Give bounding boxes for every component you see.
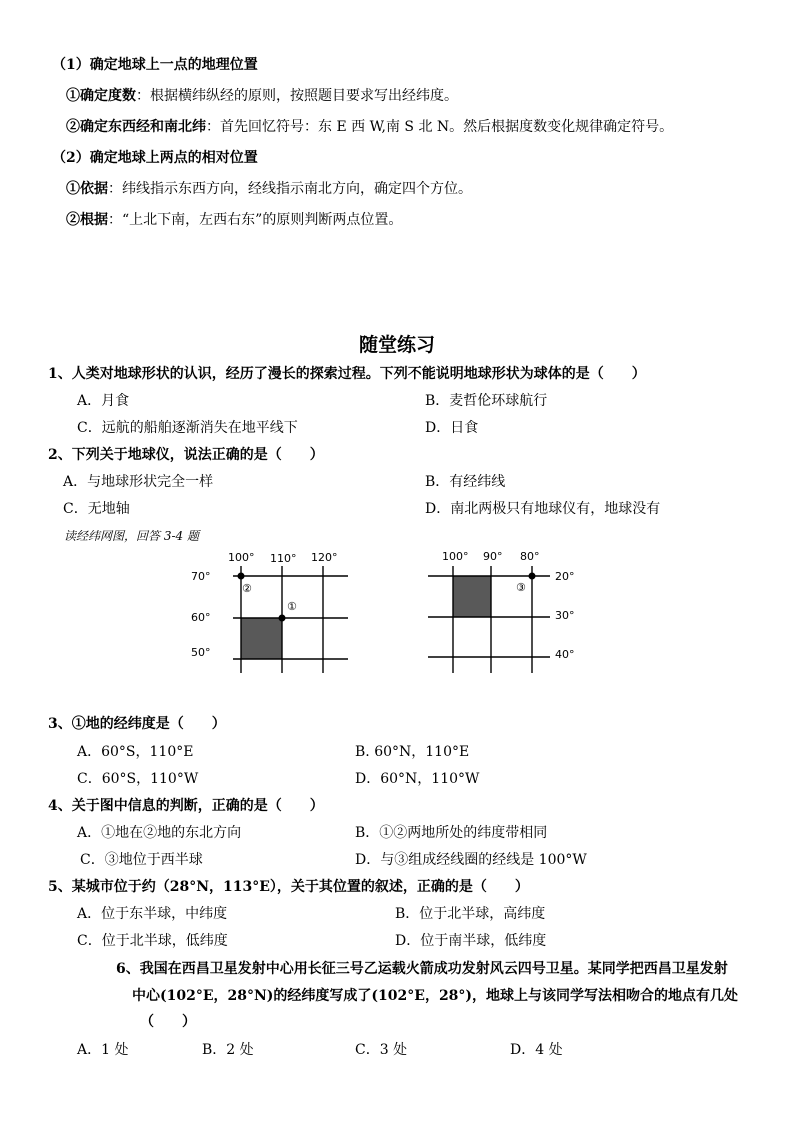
summary-item	[66, 118, 673, 136]
q1-option-d: D．日食	[425, 420, 479, 436]
summary-item-text: ：首先回忆符号：东 E 西 W,南 S 北 N。然后根据度数变化规律确定符号。	[206, 119, 674, 135]
summary-item-label: ①依据	[66, 181, 108, 197]
summary-item	[66, 180, 472, 198]
lon-label: 80°	[520, 550, 540, 563]
q2-option-b: B．有经纬线	[425, 474, 506, 490]
q1-option-a: A．月食	[77, 393, 130, 409]
q6-option-a: A．1 处	[77, 1042, 129, 1058]
lat-label: 50°	[191, 646, 211, 659]
summary-item-text: ：纬线指示东西方向，经线指示南北方向，确定四个方位。	[108, 181, 472, 197]
q3-option-b: B. 60°N，110°E	[355, 744, 470, 760]
shaded-area	[453, 576, 491, 617]
graticule-map-right	[420, 545, 600, 680]
summary-item	[66, 211, 402, 229]
lat-label: 20°	[555, 570, 575, 583]
point-2-marker	[238, 573, 245, 580]
section-1-title: （1）确定地球上一点的地理位置	[52, 57, 258, 73]
lon-label: 110°	[270, 552, 297, 565]
question-3-stem: 3、①地的经纬度是（ ）	[48, 716, 226, 732]
q5-option-d: D．位于南半球，低纬度	[395, 933, 547, 949]
question-2-stem: 2、下列关于地球仪，说法正确的是（ ）	[48, 447, 324, 463]
q5-option-a: A．位于东半球，中纬度	[77, 906, 228, 922]
section-2-title: （2）确定地球上两点的相对位置	[52, 150, 258, 166]
lon-label: 90°	[483, 550, 503, 563]
q2-option-a: A．与地球形状完全一样	[63, 474, 214, 490]
q6-option-b: B．2 处	[202, 1042, 254, 1058]
summary-item	[66, 87, 458, 105]
practice-title: 随堂练习	[358, 334, 435, 356]
q4-option-d: D．与③组成经线圈的经线是 100°W	[355, 852, 587, 868]
q6-option-c: C．3 处	[355, 1042, 408, 1058]
q2-option-c: C．无地轴	[63, 501, 130, 517]
question-1-stem: 1、人类对地球形状的认识，经历了漫长的探索过程。下列不能说明地球形状为球体的是（ ）	[48, 366, 646, 382]
lon-label: 120°	[311, 551, 338, 564]
q1-option-b: B．麦哲伦环球航行	[425, 393, 548, 409]
q2-option-d: D．南北两极只有地球仪有，地球没有	[425, 501, 661, 517]
lat-label: 30°	[555, 609, 575, 622]
point-3-marker	[529, 573, 536, 580]
question-4-stem: 4、关于图中信息的判断，正确的是（ ）	[48, 798, 324, 814]
point-3-label: ③	[516, 581, 526, 594]
q1-option-c: C．远航的船舶逐渐消失在地平线下	[77, 420, 298, 436]
graticule-map-left	[180, 545, 360, 680]
q6-option-d: D．4 处	[510, 1042, 563, 1058]
question-6-line-1: 6、我国在西昌卫星发射中心用长征三号乙运载火箭成功发射风云四号卫星。某同学把西昌卫星发射	[116, 961, 728, 977]
question-6-line-3: （ ）	[140, 1014, 196, 1030]
q5-option-b: B．位于北半球，高纬度	[395, 906, 546, 922]
q4-option-a: A．①地在②地的东北方向	[77, 825, 242, 841]
q5-option-c: C．位于北半球，低纬度	[77, 933, 228, 949]
q3-option-a: A．60°S，110°E	[77, 744, 194, 760]
point-1-label: ①	[287, 600, 297, 613]
question-5-stem: 5、某城市位于约（28°N，113°E），关于其位置的叙述，正确的是（ ）	[48, 879, 529, 895]
question-6-line-2: 中心(102°E，28°N)的经纬度写成了(102°E，28°)，地球上与该同学写法相吻合的地点有几处	[132, 988, 739, 1004]
lat-label: 40°	[555, 648, 575, 661]
q4-option-b: B．①②两地所处的纬度带相同	[355, 825, 548, 841]
summary-item-text: ：根据横纬纵经的原则，按照题目要求写出经纬度。	[136, 88, 458, 104]
q3-option-c: C．60°S，110°W	[77, 771, 199, 787]
figure-caption: 读经纬网图，回答 3-4 题	[64, 529, 199, 543]
summary-item-label: ②确定东西经和南北纬	[66, 119, 206, 135]
lon-label: 100°	[228, 551, 255, 564]
point-1-marker	[279, 615, 286, 622]
shaded-area	[241, 618, 282, 659]
summary-item-label: ②根据	[66, 212, 108, 228]
lon-label: 100°	[442, 550, 469, 563]
summary-item-label: ①确定度数	[66, 88, 136, 104]
lat-label: 70°	[191, 570, 211, 583]
q3-option-d: D．60°N，110°W	[355, 771, 480, 787]
lat-label: 60°	[191, 611, 211, 624]
summary-item-text: ：“上北下南，左西右东”的原则判断两点位置。	[108, 212, 403, 228]
point-2-label: ②	[242, 582, 252, 595]
q4-option-c: C．③地位于西半球	[80, 852, 203, 868]
